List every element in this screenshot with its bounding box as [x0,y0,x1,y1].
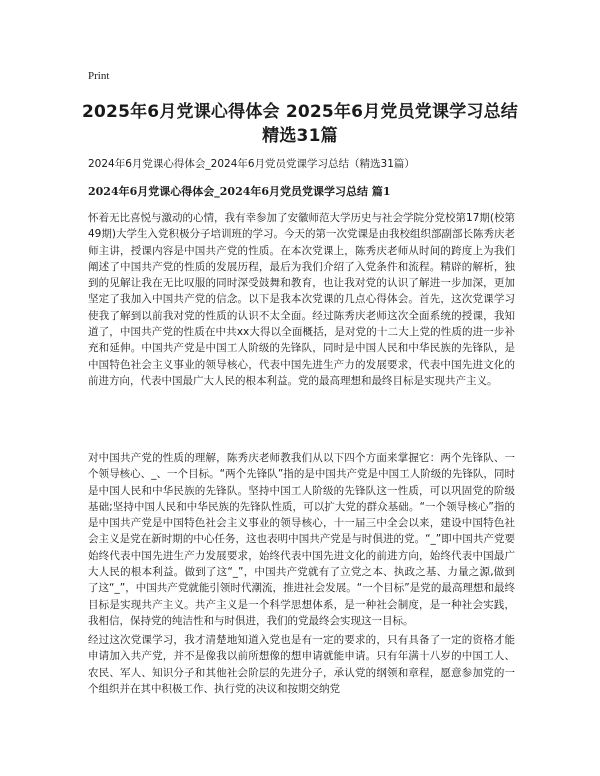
print-link[interactable]: Print [88,70,110,82]
document-subtitle: 2024年6月党课心得体会_2024年6月党员党课学习总结（精选31篇） [88,158,415,170]
section-heading: 2024年6月党课心得体会_2024年6月党员党课学习总结 篇1 [88,185,391,198]
body-paragraph-3: 经过这次党课学习，我才清楚地知道入党也是有一定的要求的，只有具备了一定的资格才能申请加入共产党，并不是像我以前所想像的想申请就能申请。只有年满十八岁的中国工人、农民、军人、知识分子和其他社会阶层的先进分子，承认党的纲领和章程，愿意参加党的一个组织并在其中积极工作、执行党的决议和按期交纳党 [88,634,515,695]
body-paragraph-2: 对中国共产党的性质的理解，陈秀庆老师教我们从以下四个方面来掌握它：两个先锋队、一个领导核心、_、一个目标。“两个先锋队”指的是中国共产党是中国工人阶级的先锋队，同时是中国人民和中华民族的先锋队。坚持中国工人阶级的先锋队这一性质，可以巩固党的阶级基础;坚持中国人民和中华民族的先锋队性质，可以扩大党的群众基础。“一个领导核心”指的是中国共产党是中国特色社会主义事业的领导核心，十一届三中全会以来，建设中国特色社会主义是党在新时期的中心任务，这也表明中国共产党是与时俱进的党。“_”即中国共产党要始终代表中国先进生产力发展要求，始终代表中国先进文化的前进方向，始终代表中国最广大人民的根本利益。做到了这“_”，中国共产党就有了立党之本、执政之基、力量之源,做到了这“_”，中国共产党就能引领时代潮流，推进社会发展。“一个目标”是党的最高理想和最终目标是实现共产主义。共产主义是一个科学思想体系，是一种社会制度，是一种社会实践，我相信，保持党的纯洁性和与时俱进，我们的党最终会实现这一目标。 [88,452,515,627]
body-paragraph-1: 怀着无比喜悦与激动的心情，我有幸参加了安徽师范大学历史与社会学院分党校第17期(校第49期)大学生入党积极分子培训班的学习。今天的第一次党课是由我校组织部副部长陈秀庆老师主讲，授课内容是中国共产党的性质。在本次党课上，陈秀庆老师从时间的跨度上为我们阐述了中国共产党的性质的发展历程，最后为我们介绍了入党条件和流程。精辟的解析，独到的见解让我在无比叹服的同时深受鼓舞和教育，也让我对党的认识了解进一步加深，更加坚定了我加入中国共产党的信念。以下是我本次党课的几点心得体会。首先，这次党课学习使我了解到以前我对党的性质的认识不太全面。经过陈秀庆老师这次全面系统的授课，我知道了，中国共产党的性质在中共xx大得以全面概括，是对党的十二大上党的性质的进一步补充和延伸。中国共产党是中国工人阶级的先锋队，同时是中国人民和中华民族的先锋队，是中国特色社会主义事业的领导核心，代表中国先进生产力的发展要求，代表中国先进文化的前进方向，代表中国最广大人民的根本利益。党的最高理想和最终目标是实现共产主义。 [88,212,515,387]
document-title: 2025年6月党课心得体会 2025年6月党员党课学习总结精选31篇 [81,102,518,146]
